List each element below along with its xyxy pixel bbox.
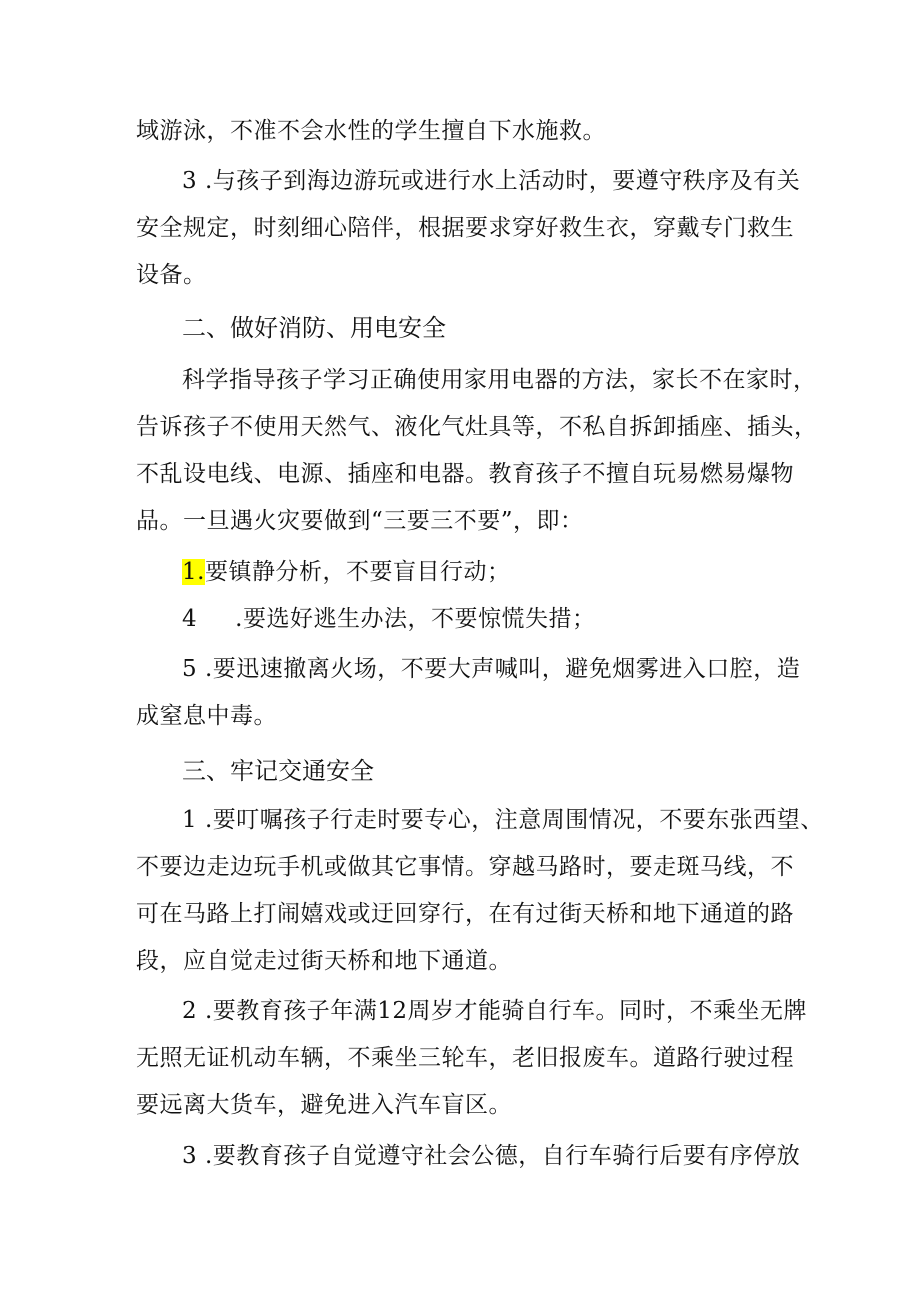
list-item bbox=[182, 557, 510, 587]
paragraph-line: 2 .要教育孩子年满12周岁才能骑自行车。同时，不乘坐无牌 bbox=[182, 998, 808, 1024]
list-item-text: 要镇静分析，不要盲目行动； bbox=[204, 559, 511, 585]
paragraph-line: 无照无证机动车辆，不乘坐三轮车，老旧报废车。道路行驶过程 bbox=[136, 1045, 794, 1071]
paragraph-line: 域游泳，不准不会水性的学生擅自下水施救。 bbox=[136, 118, 606, 144]
section-heading: 二、做好消防、用电安全 bbox=[182, 314, 446, 342]
paragraph-line: 3 .与孩子到海边游玩或进行水上活动时，要遵守秩序及有关 bbox=[182, 168, 801, 194]
paragraph-line: 告诉孩子不使用天然气、液化气灶具等，不私自拆卸插座、插头， bbox=[136, 414, 818, 440]
paragraph-line: 3 .要教育孩子自觉遵守社会公德，自行车骑行后要有序停放 bbox=[182, 1143, 801, 1169]
list-number: 4 bbox=[182, 606, 198, 632]
section-heading: 三、牢记交通安全 bbox=[182, 757, 374, 785]
paragraph-line: 可在马路上打闹嬉戏或迂回穿行，在有过街天桥和地下通道的路 bbox=[136, 901, 794, 927]
paragraph-line: 成窒息中毒。 bbox=[136, 703, 277, 729]
paragraph-line: 安全规定，时刻细心陪伴，根据要求穿好救生衣，穿戴专门救生 bbox=[136, 215, 794, 241]
paragraph-line: 不要边走边玩手机或做其它事情。穿越马路时，要走斑马线，不 bbox=[136, 854, 794, 880]
paragraph-line: 设备。 bbox=[136, 262, 207, 288]
list-item-text: .要选好逃生办法，不要惊慌失措； bbox=[235, 606, 596, 632]
paragraph-line: 品。一旦遇火灾要做到“三要三不要”，即： bbox=[136, 508, 584, 534]
paragraph-line: 段，应自觉走过街天桥和地下通道。 bbox=[136, 948, 512, 974]
paragraph-line: 不乱设电线、电源、插座和电器。教育孩子不擅自玩易燃易爆物 bbox=[136, 461, 794, 487]
highlighted-number: 1. bbox=[182, 559, 205, 585]
paragraph-line: 1 .要叮嘱孩子行走时要专心，注意周围情况，不要东张西望、 bbox=[182, 807, 824, 833]
paragraph-line: 要远离大货车，避免进入汽车盲区。 bbox=[136, 1092, 512, 1118]
list-item bbox=[182, 604, 595, 634]
paragraph-line: 科学指导孩子学习正确使用家用电器的方法，家长不在家时， bbox=[182, 367, 817, 393]
paragraph-line: 5 .要迅速撤离火场，不要大声喊叫，避免烟雾进入口腔，造 bbox=[182, 656, 801, 682]
